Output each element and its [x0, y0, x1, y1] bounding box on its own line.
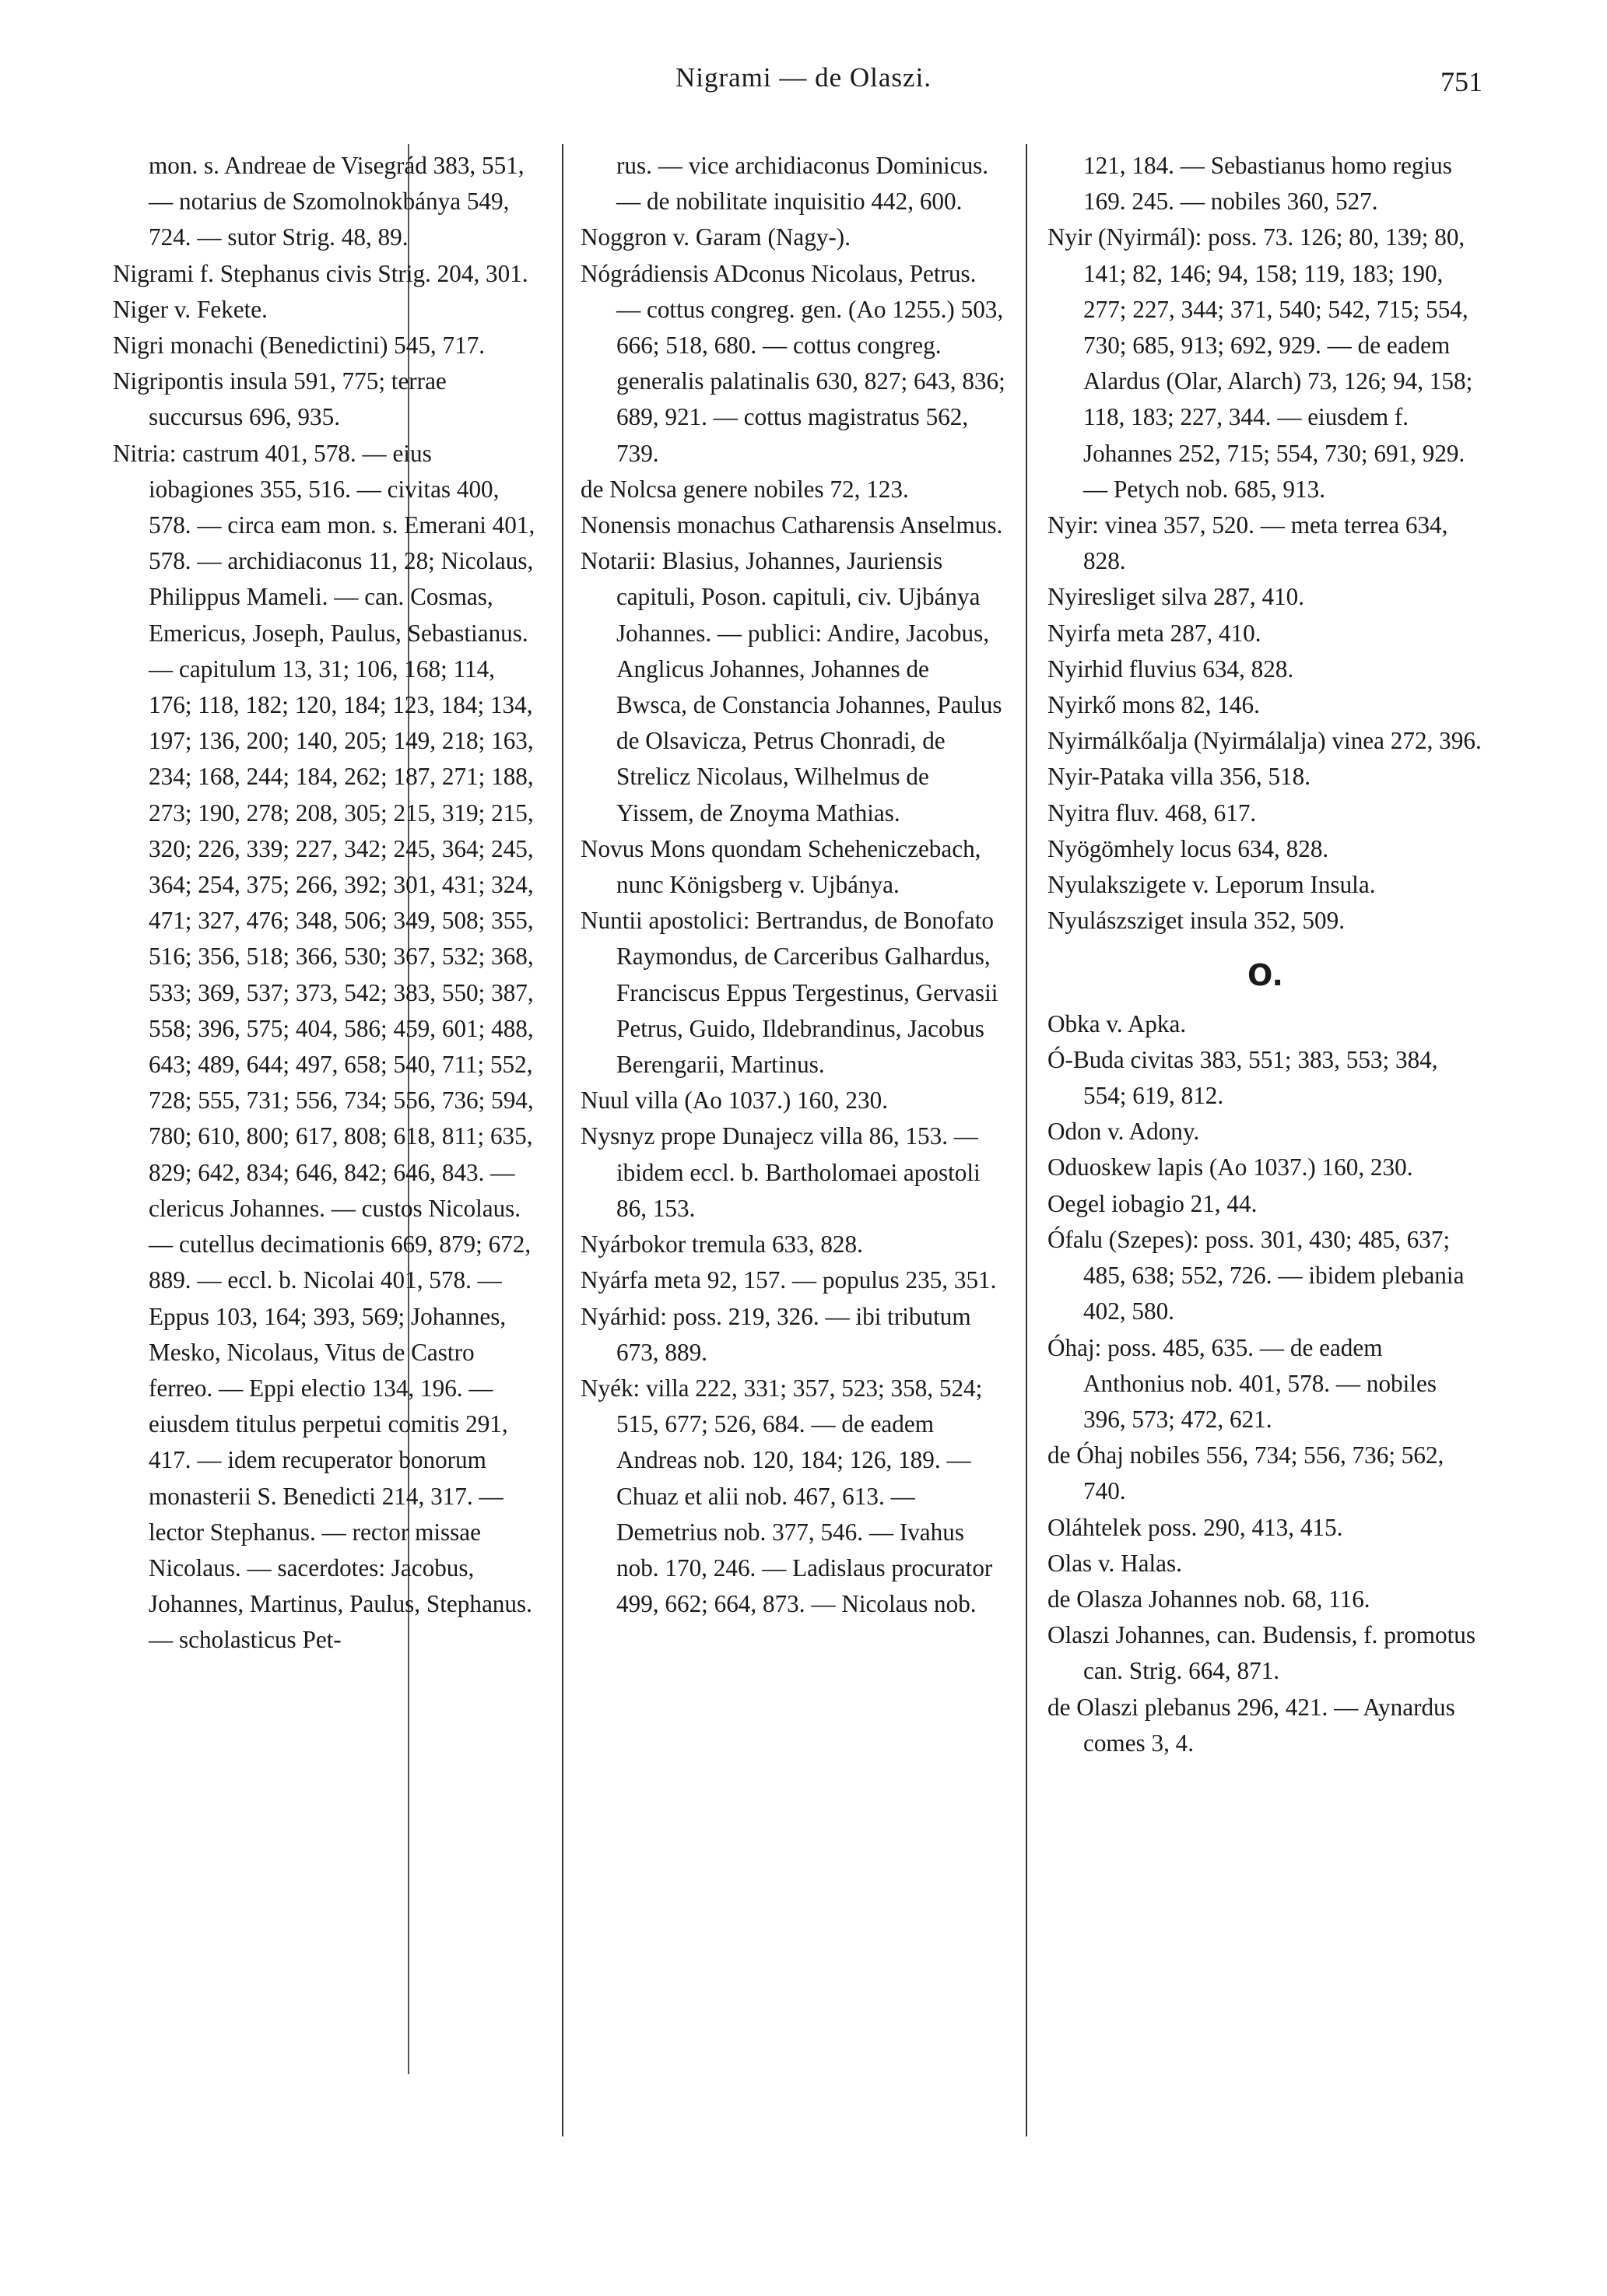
column-rule: [562, 144, 563, 2136]
index-entry: de Olasza Johannes nob. 68, 116.: [1047, 1585, 1370, 1613]
index-entry: Nigripontis insula 591, 775; terrae succursus 696, 935.: [113, 367, 447, 431]
index-entry: Novus Mons quondam Scheheniczebach, nunc Königsberg v. Ujbánya.: [581, 834, 981, 899]
index-entry: Nyirhid fluvius 634, 828.: [1047, 655, 1294, 683]
page-number: 751: [1440, 66, 1482, 97]
index-entry: Nyárfa meta 92, 157. — populus 235, 351.: [581, 1266, 997, 1294]
index-entry: de Olaszi plebanus 296, 421. — Aynardus comes 3, 4.: [1047, 1693, 1455, 1757]
index-entry: Nyirkő mons 82, 146.: [1047, 691, 1260, 719]
index-entry: Obka v. Apka.: [1047, 1009, 1187, 1037]
index-entry: Niger v. Fekete.: [113, 295, 268, 323]
index-entry: 121, 184. — Sebastianus homo regius 169. 245. — nobiles 360, 527.: [1083, 152, 1452, 216]
index-entry: Óhaj: poss. 485, 635. — de eadem Anthonius nob. 401, 578. — nobiles 396, 573; 472, 621.: [1047, 1333, 1437, 1433]
index-entry: de Nolcsa genere nobiles 72, 123.: [581, 475, 909, 503]
index-entry: Nyék: villa 222, 331; 357, 523; 358, 524; 515, 677; 526, 684. — de eadem Andreas nob. 120, 184; 126, 189. — Chuaz et alii nob. 467, 613. — Demetrius nob. 377, 546. — Ivahus nob. 170, 246. — Ladislaus procurator 499, 662; 664, 873. — Nicolaus nob.: [581, 1374, 993, 1618]
index-entry: Oduoskew lapis (Ao 1037.) 160, 230.: [1047, 1153, 1413, 1181]
index-entry: Nyögömhely locus 634, 828.: [1047, 834, 1329, 862]
index-entry: Nyir: vinea 357, 520. — meta terrea 634, 828.: [1047, 511, 1448, 575]
index-entry: Nyir-Pataka villa 356, 518.: [1047, 763, 1311, 791]
index-entry: Ó-Buda civitas 383, 551; 383, 553; 384, 554; 619, 812.: [1047, 1045, 1438, 1110]
index-entry: Nyárhid: poss. 219, 326. — ibi tributum 673, 889.: [581, 1302, 971, 1366]
index-entry: Noggron v. Garam (Nagy-).: [581, 223, 851, 251]
index-entry: Oegel iobagio 21, 44.: [1047, 1189, 1258, 1217]
index-entry: Nyiresliget silva 287, 410.: [1047, 583, 1305, 611]
index-entry: Nuul villa (Ao 1037.) 160, 230.: [581, 1087, 889, 1115]
page-header: [0, 62, 1607, 109]
index-entry: Olaszi Johannes, can. Budensis, f. promotus can. Strig. 664, 871.: [1047, 1621, 1476, 1685]
index-entry: Ófalu (Szepes): poss. 301, 430; 485, 637; 485, 638; 552, 726. — ibidem plebania 402, 580.: [1047, 1225, 1465, 1325]
index-entry: Nyárbokor tremula 633, 828.: [581, 1231, 863, 1259]
index-entry: Nyitra fluv. 468, 617.: [1047, 799, 1257, 827]
index-entry: Nitria: castrum 401, 578. — eius iobagiones 355, 516. — civitas 400, 578. — circa eam mon. s. Emerani 401, 578. — archidiaconus 11, 28; Nicolaus, Philippus Mameli. — can. Cosmas, Emericus, Joseph, Paulus, Sebastianus. — capitulum 13, 31; 106, 168; 114, 176; 118, 182; 120, 184; 123, 184; 134, 197; 136, 200; 140, 205; 149, 218; 163, 234; 168, 244; 184, 262; 187, 271; 188, 273; 190, 278; 208, 305; 215, 319; 215, 320; 226, 339; 227, 342; 245, 364; 245, 364; 254, 375; 266, 392; 301, 431; 324, 471; 327, 476; 348, 506; 349, 508; 355, 516; 356, 518; 366, 530; 367, 532; 368, 533; 369, 537; 373, 542; 383, 550; 387, 558; 396, 575; 404, 586; 459, 601; 488, 643; 489, 644; 497, 658; 540, 711; 552, 728; 555, 731; 556, 734; 556, 736; 594, 780; 610, 800; 617, 808; 618, 811; 635, 829; 642, 834; 646, 842; 646, 843. — clericus Johannes. — custos Nicolaus. — cutellus decimationis 669, 879; 672, 889. — eccl. b. Nicolai 401, 578. — Eppus 103, 164; 393, 569; Johannes, Mesko, Nicolaus, Vitus de Castro ferreo. — Eppi electio 134, 196. — eiusdem titulus perpetui comitis 291, 417. — idem recuperator bonorum monasterii S. Benedicti 214, 317. — lector Stephanus. — rector missae Nicolaus. — sacerdotes: Jacobus, Johannes, Martinus, Paulus, Stephanus. — scholasticus Pet-: [113, 439, 535, 1654]
index-entry: Odon v. Adony.: [1047, 1118, 1200, 1146]
index-column-2: [581, 148, 1005, 1622]
index-column-3: [1047, 148, 1483, 1761]
index-entry: rus. — vice archidiaconus Dominicus. — de nobilitate inquisitio 442, 600.: [616, 152, 989, 216]
index-entry: Oláhtelek poss. 290, 413, 415.: [1047, 1513, 1343, 1541]
index-entry: mon. s. Andreae de Visegrád 383, 551, — notarius de Szomolnokbánya 549, 724. — sutor Strig. 48, 89.: [149, 152, 525, 251]
index-entry: Nyulászsziget insula 352, 509.: [1047, 907, 1345, 935]
index-entry: Nonensis monachus Catharensis Anselmus.: [581, 511, 1003, 539]
index-entry: Nyulakszigete v. Leporum Insula.: [1047, 871, 1376, 899]
running-head: Nigrami — de Olaszi.: [675, 62, 932, 93]
index-entry: Nyir (Nyirmál): poss. 73. 126; 80, 139; 80, 141; 82, 146; 94, 158; 119, 183; 190, 277; 227, 344; 371, 540; 542, 715; 554, 730; 685, 913; 692, 929. — de eadem Alardus (Olar, Alarch) 73, 126; 94, 158; 118, 183; 227, 344. — eiusdem f. Johannes 252, 715; 554, 730; 691, 929. — Petych nob. 685, 913.: [1047, 223, 1473, 503]
index-entry: Nógrádiensis ADconus Nicolaus, Petrus. — cottus congreg. gen. (Ao 1255.) 503, 666; 518, 680. — cottus congreg. generalis palatinalis 630, 827; 643, 836; 689, 921. — cottus magistratus 562, 739.: [581, 259, 1005, 467]
index-entry: Nyirmálkőalja (Nyirmálalja) vinea 272, 396.: [1047, 727, 1482, 755]
index-entry: de Óhaj nobiles 556, 734; 556, 736; 562, 740.: [1047, 1441, 1444, 1505]
index-entry: Nyirfa meta 287, 410.: [1047, 619, 1261, 647]
column-rule: [1026, 144, 1027, 2136]
index-entry: Nuntii apostolici: Bertrandus, de Bonofato Raymondus, de Carceribus Galhardus, Franciscus Eppus Tergestinus, Gervasii Petrus, Guido, Ildebrandinus, Jacobus Berengarii, Martinus.: [581, 907, 998, 1079]
index-entry: Nigri monachi (Benedictini) 545, 717.: [113, 332, 486, 360]
index-entry: Olas v. Halas.: [1047, 1549, 1182, 1577]
index-entry: Nysnyz prope Dunajecz villa 86, 153. — ibidem eccl. b. Bartholomaei apostoli 86, 153.: [581, 1122, 981, 1222]
index-entry: Nigrami f. Stephanus civis Strig. 204, 301.: [113, 259, 528, 287]
index-column-1: [113, 148, 539, 1659]
index-entry: Notarii: Blasius, Johannes, Jauriensis capituli, Poson. capituli, civ. Ujbánya Johannes. — publici: Andire, Jacobus, Anglicus Johannes, Johannes de Bwsca, de Constancia Johannes, Paulus de Olsavicza, Petrus Chonradi, de Strelicz Nicolaus, Wilhelmus de Yissem, de Znoyma Mathias.: [581, 547, 1002, 827]
section-letter: O.: [1247, 958, 1283, 993]
